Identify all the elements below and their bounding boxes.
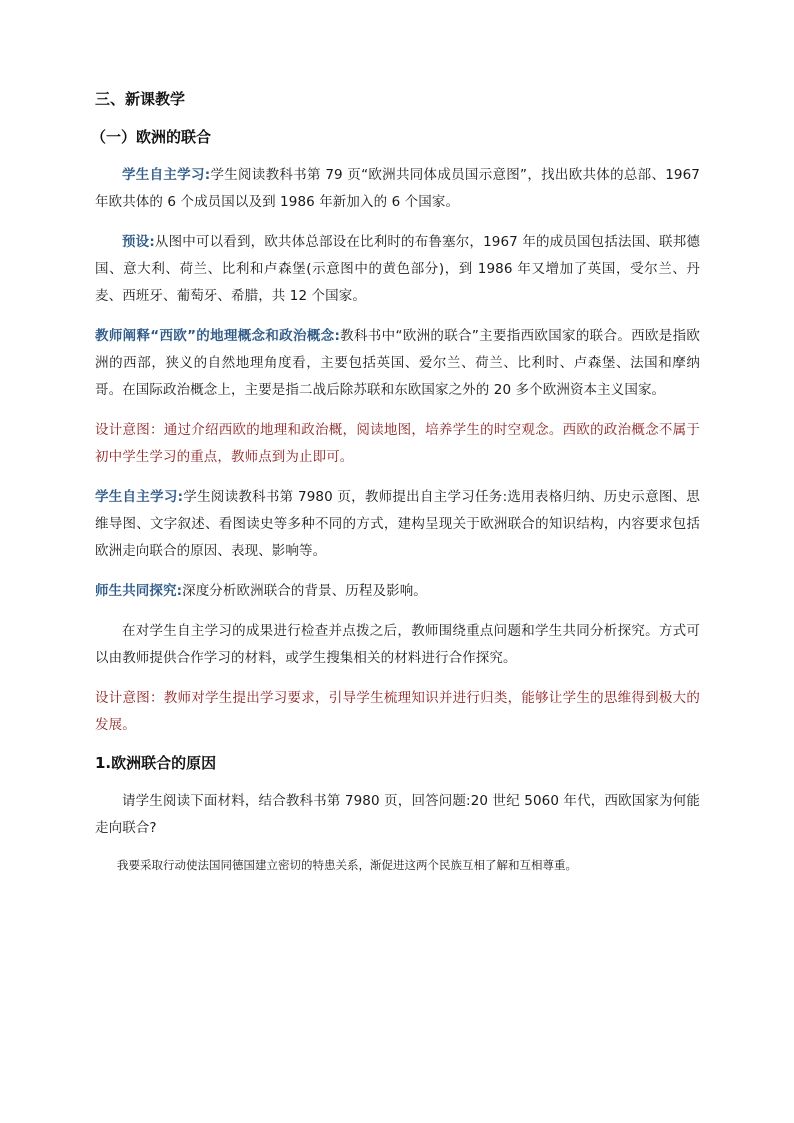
paragraph-student-self-study-2 — [95, 484, 700, 565]
paragraph-joint-inquiry — [95, 578, 700, 605]
section-title: 三、新课教学 — [95, 90, 186, 108]
numbered-heading: 1.欧洲联合的原因 — [95, 754, 217, 772]
paragraph-preset — [95, 229, 700, 310]
paragraph-text: 深度分析欧洲联合的背景、历程及影响。 — [182, 583, 427, 599]
paragraph-lead: 师生共同探究: — [95, 583, 183, 599]
paragraph-teacher-explains — [95, 323, 700, 404]
document-body — [91, 88, 700, 875]
subsection-title: （一）欧洲的联合 — [91, 128, 212, 146]
paragraph-text: 学生阅读教科书第 7980 页，教师提出自主学习任务:选用表格归纳、历史示意图、思维导图、文字叙述、看图读史等多种不同的方式，建构呈现关于欧洲联合的知识结构，内容要求包括欧洲走向联合的原因、表现、影响等。 — [95, 489, 700, 559]
paragraph-lead: 学生自主学习: — [122, 167, 211, 183]
paragraph-question: 请学生阅读下面材料，结合教科书第 7980 页，回答问题:20 世纪 5060 年代，西欧国家为何能走向联合? — [95, 793, 700, 836]
paragraph-student-self-study-1 — [95, 162, 700, 216]
paragraph-text: 学生阅读教科书第 79 页“欧洲共同体成员国示意图”，找出欧共体的总部、1967 年欧共体的 6 个成员国以及到 1986 年新加入的 6 个国家。 — [95, 167, 700, 210]
paragraph-design-intent-1: 设计意图：通过介绍西欧的地理和政治概，阅读地图，培养学生的时空观念。西欧的政治概念不属于初中学生学习的重点，教师点到为止即可。 — [95, 422, 700, 465]
paragraph-lead: 学生自主学习: — [95, 489, 184, 505]
paragraph-inquiry-method: 在对学生自主学习的成果进行检查并点拨之后，教师围绕重点问题和学生共同分析探究。方式可以由教师提供合作学习的材料，或学生搜集相关的材料进行合作探究。 — [95, 623, 700, 666]
paragraph-lead: 教师阐释“西欧”的地理概念和政治概念: — [95, 328, 340, 344]
paragraph-text: 教科书中“欧洲的联合”主要指西欧国家的联合。西欧是指欧洲的西部，狭义的自然地理角度看，主要包括英国、爱尔兰、荷兰、比利时、卢森堡、法国和摩纳哥。在国际政治概念上，主要是指二战后除苏联和东欧国家之外的 20 多个欧洲资本主义国家。 — [95, 328, 700, 398]
paragraph-text: 从图中可以看到，欧共体总部设在比利时的布鲁塞尔，1967 年的成员国包括法国、联邦德国、意大利、荷兰、比利和卢森堡(示意图中的黄色部分)，到 1986 年又增加了英国，受尔兰、丹麦、西班牙、葡萄牙、希腊，共 12 个国家。 — [95, 234, 700, 304]
paragraph-lead: 预设: — [122, 234, 155, 250]
source-quote: 我要采取行动使法国同德国建立密切的特患关系，渐促进这两个民族互相了解和互相尊重。 — [117, 858, 577, 872]
paragraph-design-intent-2: 设计意图：教师对学生提出学习要求，引导学生梳理知识并进行归类，能够让学生的思维得到极大的发展。 — [95, 690, 700, 733]
